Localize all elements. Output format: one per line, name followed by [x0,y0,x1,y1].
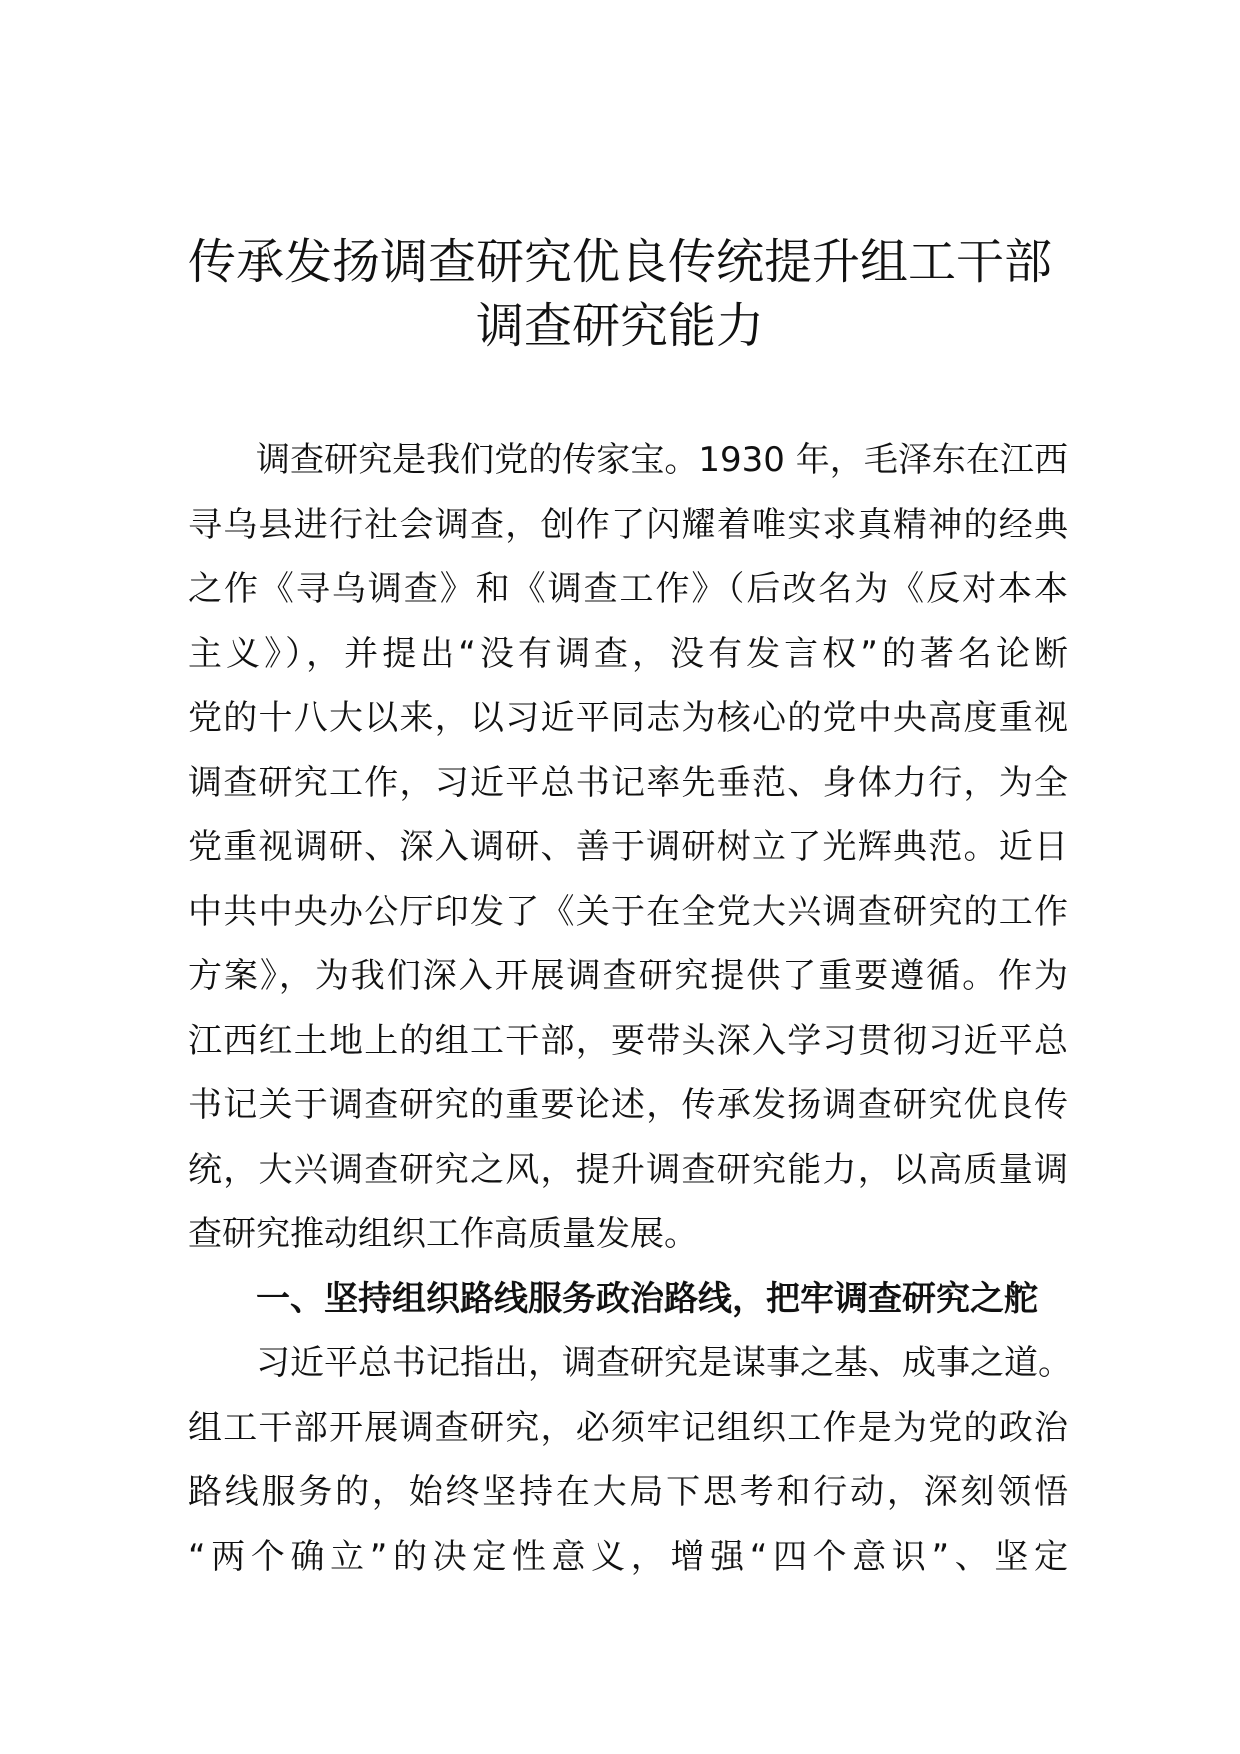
body-line: 路线服务的，始终坚持在大局下思考和行动，深刻领悟 [188,1472,1068,1512]
body-line: 统，大兴调查研究之风，提升调查研究能力，以高质量调 [188,1149,1068,1190]
body-line: 调查研究工作，习近平总书记率先垂范、身体力行，为全 [188,762,1068,803]
document-title-line-2: 调查研究能力 [475,298,764,354]
document-title-line-1: 传承发扬调查研究优良传统提升组工干部 [187,234,1052,290]
body-line: 主义》），并提出“没有调查，没有发言权”的著名论断 [188,633,1068,674]
body-line: 党重视调研、深入调研、善于调研树立了光辉典范。近日 [188,827,1068,867]
body-line: 党的十八大以来，以习近平同志为核心的党中央高度重视 [188,698,1068,738]
body-line: 书记关于调查研究的重要论述，传承发扬调查研究优良传 [188,1085,1068,1125]
body-line: 方案》，为我们深入开展调查研究提供了重要遵循。作为 [188,956,1068,996]
body-line: 组工干部开展调查研究，必须牢记组织工作是为党的政治 [188,1407,1068,1448]
body-line: 中共中央办公厅印发了《关于在全党大兴调查研究的工作 [188,891,1068,932]
body-line: “两个确立”的决定性意义，增强“四个意识”、坚定 [188,1536,1068,1577]
section-heading: 一、坚持组织路线服务政治路线，把牢调查研究之舵 [256,1278,1038,1319]
body-line: 之作《寻乌调查》和《调查工作》（后改名为《反对本本 [188,569,1068,609]
body-line: 寻乌县进行社会调查，创作了闪耀着唯实求真精神的经典 [188,504,1068,545]
document-body [188,428,1072,1589]
body-line: 调查研究是我们党的传家宝。1930 年，毛泽东在江西 [256,440,1068,480]
body-line: 习近平总书记指出，调查研究是谋事之基、成事之道。 [256,1343,1072,1383]
body-line: 江西红土地上的组工干部，要带头深入学习贯彻习近平总 [188,1020,1068,1061]
body-line: 查研究推动组织工作高质量发展。 [188,1214,698,1254]
